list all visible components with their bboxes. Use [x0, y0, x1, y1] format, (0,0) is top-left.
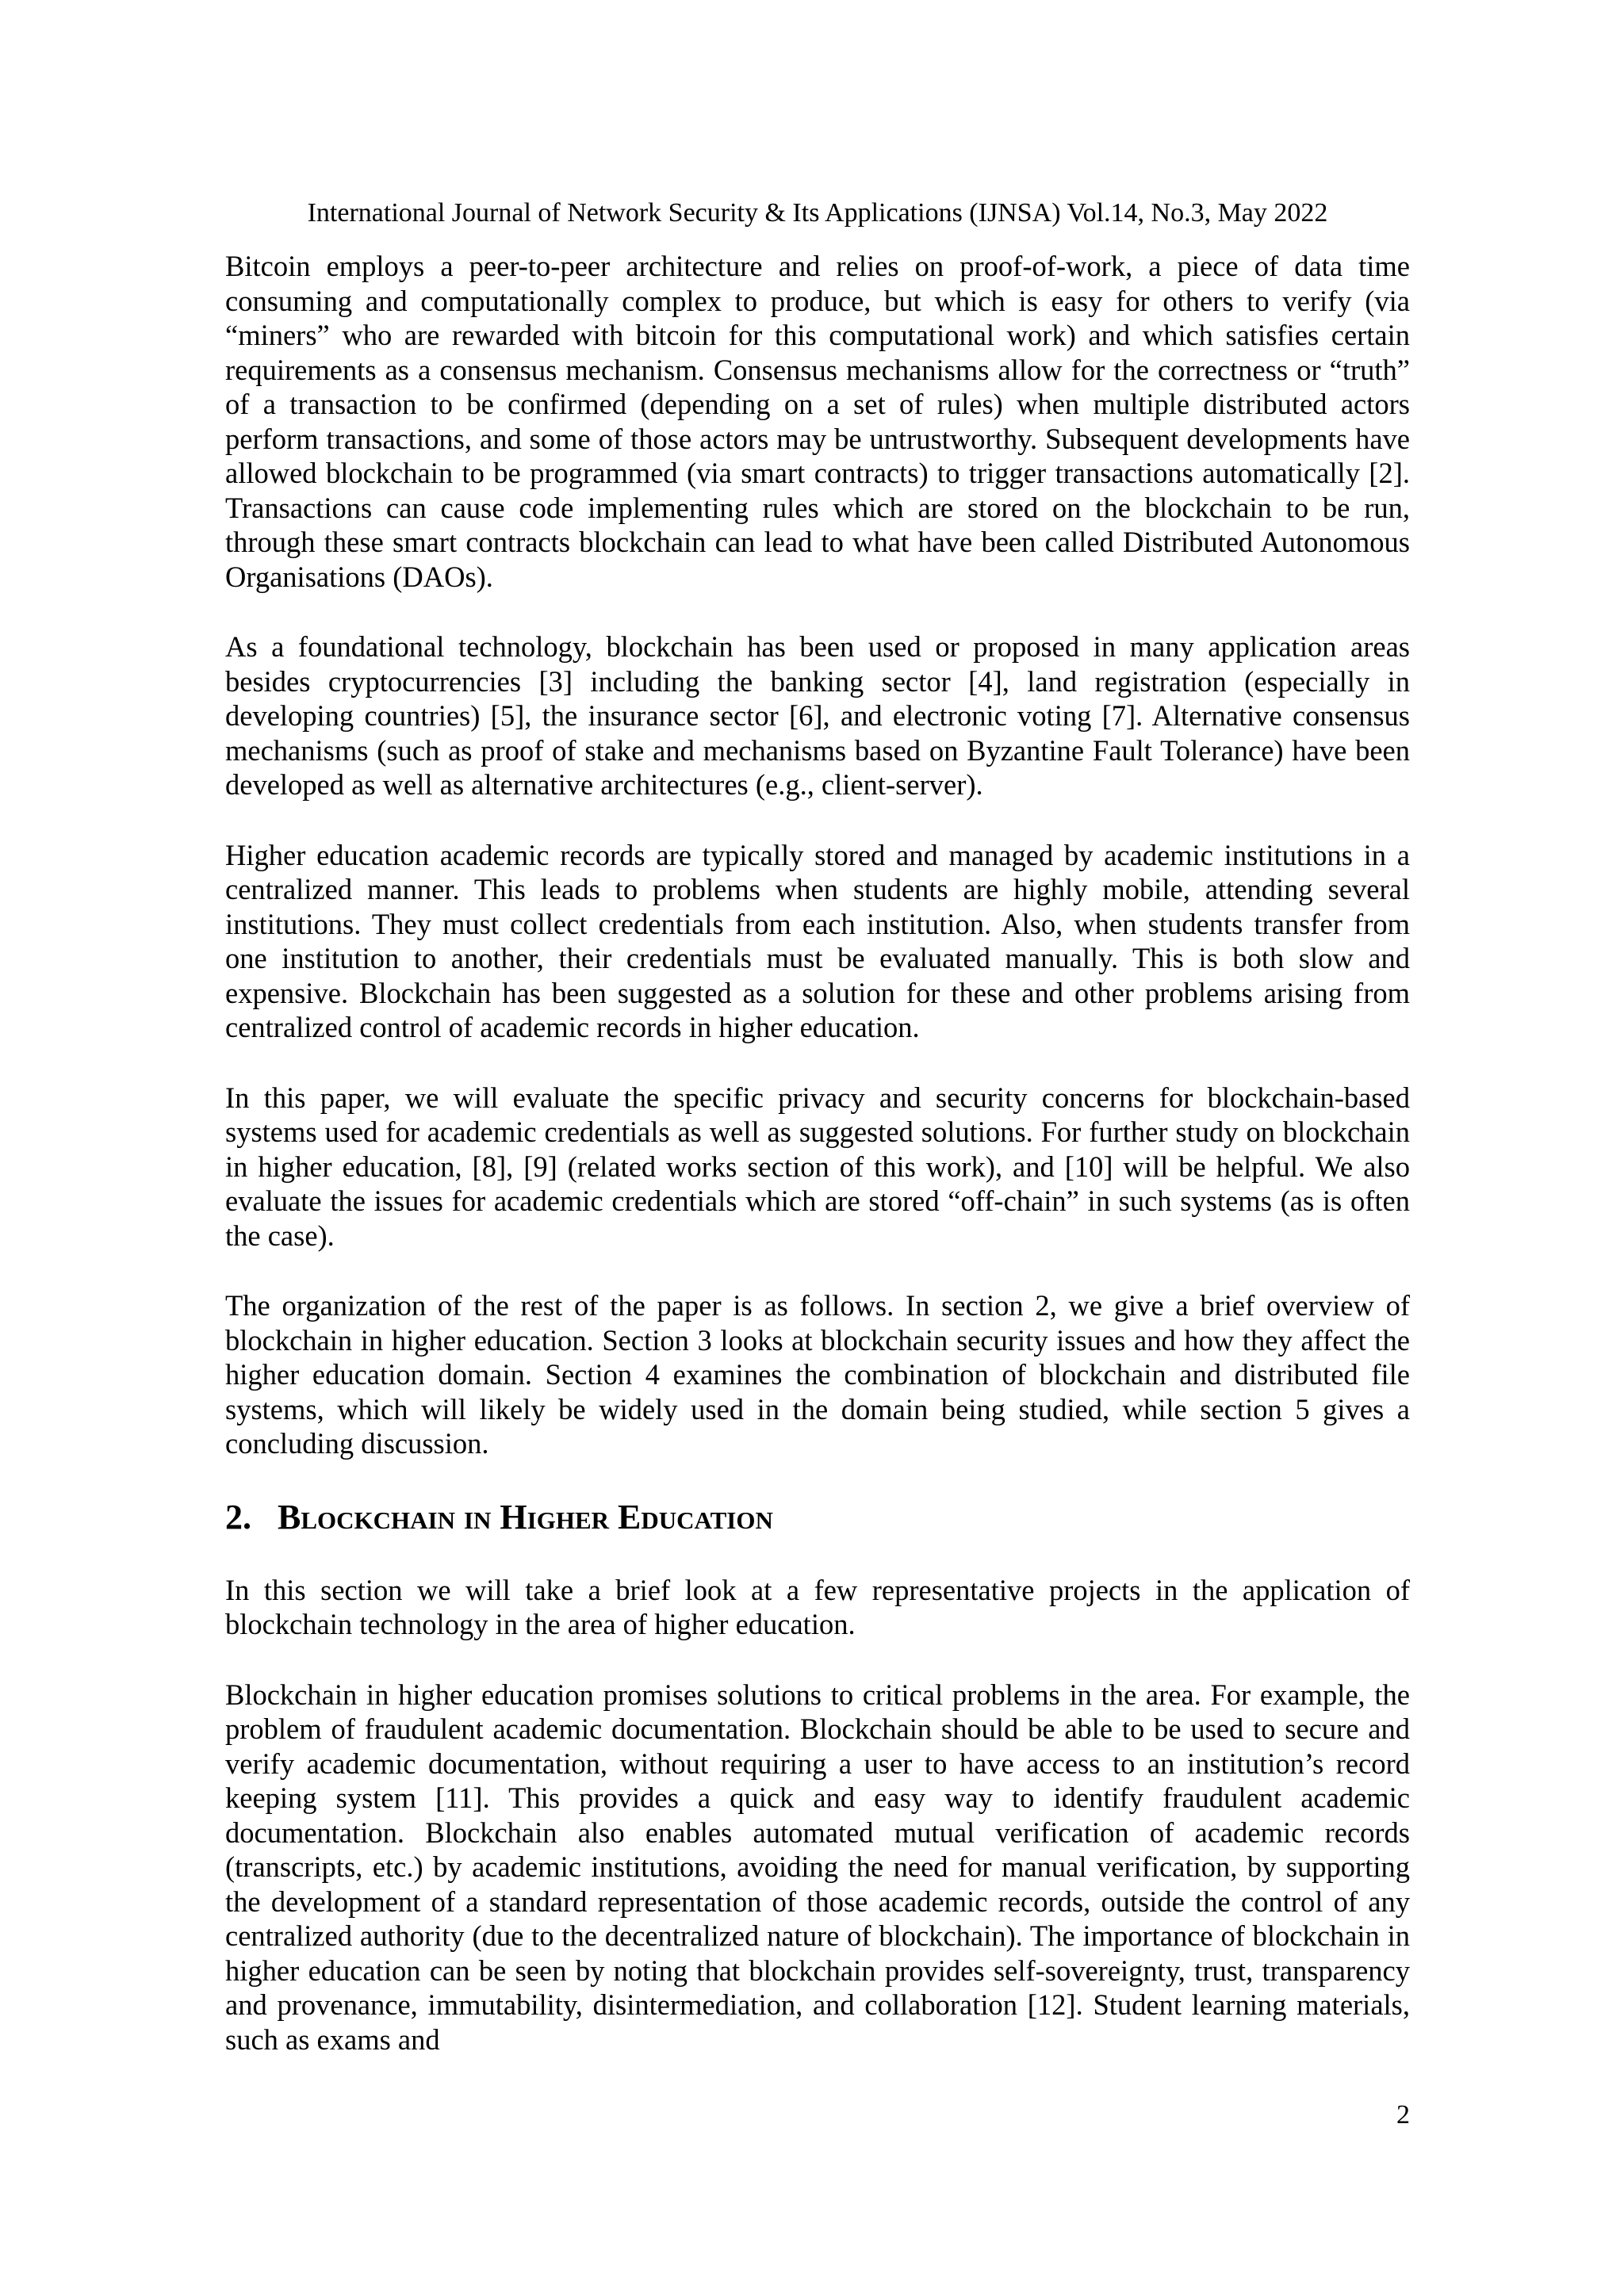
section-title: Blockchain in Higher Education: [278, 1497, 773, 1536]
section-number: 2.: [225, 1497, 251, 1536]
paragraph-blockchain-benefits: Blockchain in higher education promises solutions to critical problems in the area. For example, the problem of fraudulent academic documentation. Blockchain should be able to be used to secure and verify academic documentation, without requiring a user to have access to an institution’s record keeping system [11]. This provides a quick and easy way to identify fraudulent academic documentation. Blockchain also enables automated mutual verification of academic records (transcripts, etc.) by academic institutions, avoiding the need for manual verification, by supporting the development of a standard representation of those academic records, outside the control of any centralized authority (due to the decentralized nature of blockchain). The importance of blockchain in higher education can be seen by noting that blockchain provides self-sovereignty, trust, transparency and provenance, immutability, disintermediation, and collaboration [12]. Student learning materials, such as exams and: [225, 1678, 1410, 2056]
paragraph-section-intro: In this section we will take a brief look at a few representative projects in the application of blockchain technology in the area of higher education.: [225, 1573, 1410, 1640]
body-text: [225, 249, 1410, 2092]
paragraph-paper-organization: The organization of the rest of the paper is as follows. In section 2, we give a brief overview of blockchain in higher education. Section 3 looks at blockchain security issues and how they affect the higher education domain. Section 4 examines the combination of blockchain and distributed file systems, which will likely be widely used in the domain being studied, while section 5 gives a concluding discussion.: [225, 1289, 1410, 1460]
page-number: 2: [1396, 2100, 1410, 2130]
paragraph-paper-scope: In this paper, we will evaluate the specific privacy and security concerns for blockchain-based systems used for academic credentials as well as suggested solutions. For further study on blockchain in higher education, [8], [9] (related works section of this work), and [10] will be helpful. We also evaluate the issues for academic credentials which are stored “off-chain” in such systems (as is often the case).: [225, 1081, 1410, 1252]
paragraph-bitcoin-consensus: Bitcoin employs a peer-to-peer architecture and relies on proof-of-work, a piece of data time consuming and computationally complex to produce, but which is easy for others to verify (via “miners” who are rewarded with bitcoin for this computational work) and which satisfies certain requirements as a consensus mechanism. Consensus mechanisms allow for the correctness or “truth” of a transaction to be confirmed (depending on a set of rules) when multiple distributed actors perform transactions, and some of those actors may be untrustworthy. Subsequent developments have allowed blockchain to be programmed (via smart contracts) to trigger transactions automatically [2]. Transactions can cause code implementing rules which are stored on the blockchain to be run, through these smart contracts blockchain can lead to what have been called Distributed Autonomous Organisations (DAOs).: [225, 250, 1410, 593]
running-header: International Journal of Network Security & Its Applications (IJNSA) Vol.14, No.3, May 2022: [307, 198, 1328, 228]
section-heading: [225, 1497, 1410, 1538]
paragraph-application-areas: As a foundational technology, blockchain has been used or proposed in many application areas besides cryptocurrencies [3] including the banking sector [4], land registration (especially in developing countries) [5], the insurance sector [6], and electronic voting [7]. Alternative consensus mechanisms (such as proof of stake and mechanisms based on Byzantine Fault Tolerance) have been developed as well as alternative architectures (e.g., client-server).: [225, 630, 1410, 801]
paragraph-academic-records: Higher education academic records are typically stored and managed by academic institutions in a centralized manner. This leads to problems when students are highly mobile, attending several institutions. They must collect credentials from each institution. Also, when students transfer from one institution to another, their credentials must be evaluated manually. This is both slow and expensive. Blockchain has been suggested as a solution for these and other problems arising from centralized control of academic records in higher education.: [225, 838, 1410, 1043]
